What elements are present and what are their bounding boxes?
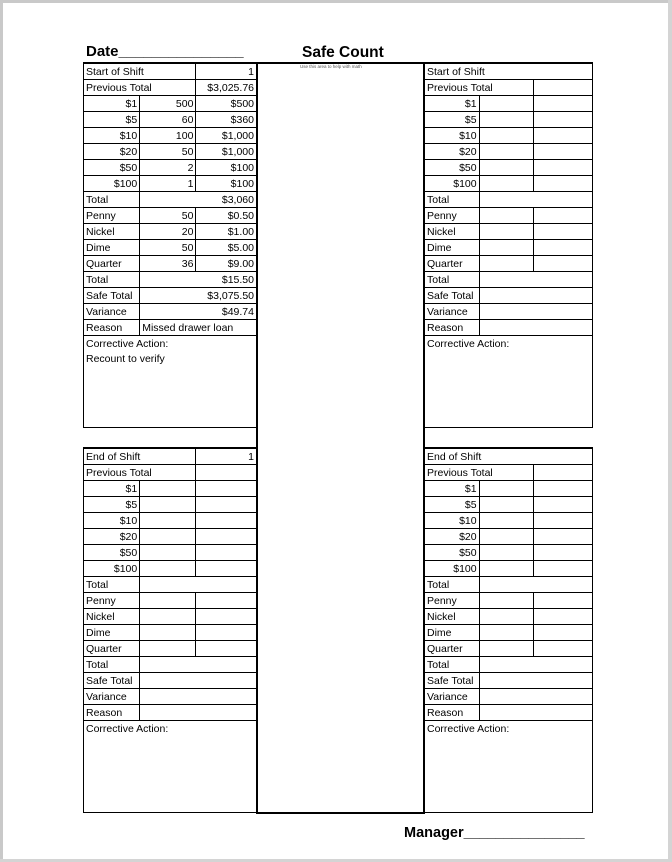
coin-count[interactable]	[140, 641, 196, 657]
safe-total-label: Safe Total	[425, 288, 480, 304]
previous-total-label: Previous Total	[84, 80, 196, 96]
bill-amount[interactable]	[534, 481, 593, 497]
bill-label: $50	[84, 160, 140, 176]
previous-total-label: Previous Total	[84, 465, 196, 481]
previous-total-value[interactable]	[196, 465, 257, 481]
corrective-action-box[interactable]	[84, 721, 257, 813]
coin-amount[interactable]	[196, 609, 257, 625]
bill-label: $1	[84, 96, 140, 112]
corrective-action-label: Corrective Action:	[86, 338, 169, 350]
end-shift-left-table	[83, 447, 257, 813]
bill-amount[interactable]	[534, 160, 593, 176]
bill-label: $1	[425, 96, 480, 112]
bill-total-value[interactable]	[479, 192, 592, 208]
end-shift-number[interactable]: 1	[196, 448, 257, 465]
bill-label: $20	[84, 529, 140, 545]
coin-amount[interactable]	[534, 208, 593, 224]
bill-amount[interactable]	[196, 545, 257, 561]
math-area-hint: Use this area to help with math	[300, 64, 362, 69]
bill-count[interactable]	[140, 481, 196, 497]
corrective-action-note: Recount to verify	[86, 353, 165, 365]
end-shift-label: End of Shift	[425, 448, 593, 465]
coin-count[interactable]	[479, 256, 534, 272]
bill-count[interactable]	[479, 160, 534, 176]
coin-label: Dime	[84, 625, 140, 641]
safe-total-value[interactable]: $3,075.50	[140, 288, 257, 304]
bill-label: $5	[84, 112, 140, 128]
bill-label: $20	[425, 144, 480, 160]
bill-count[interactable]	[479, 529, 534, 545]
bill-count[interactable]	[479, 481, 534, 497]
frame-right	[668, 0, 672, 862]
bill-count[interactable]	[140, 561, 196, 577]
coin-amount[interactable]	[534, 641, 593, 657]
coin-amount[interactable]: $5.00	[196, 240, 257, 256]
coin-label: Nickel	[84, 224, 140, 240]
bill-amount[interactable]	[196, 561, 257, 577]
bill-amount[interactable]	[534, 529, 593, 545]
start-shift-label: Start of Shift	[425, 63, 593, 80]
corrective-action-box[interactable]	[425, 721, 593, 813]
previous-total-label: Previous Total	[425, 80, 534, 96]
bill-label: $100	[425, 561, 480, 577]
bill-amount[interactable]: $1,000	[196, 144, 257, 160]
variance-value[interactable]	[479, 689, 592, 705]
reason-label: Reason	[425, 320, 480, 336]
bill-count[interactable]	[140, 497, 196, 513]
bill-total-value[interactable]	[479, 577, 592, 593]
bill-label: $10	[425, 513, 480, 529]
start-shift-number[interactable]: 1	[196, 63, 257, 80]
coin-total-label: Total	[84, 272, 140, 288]
start-shift-left-table	[83, 62, 257, 428]
coin-label: Quarter	[425, 256, 480, 272]
bill-label: $10	[84, 128, 140, 144]
variance-label: Variance	[425, 304, 480, 320]
coin-label: Dime	[425, 625, 480, 641]
coin-label: Penny	[84, 208, 140, 224]
coin-label: Quarter	[84, 256, 140, 272]
coin-count[interactable]	[140, 593, 196, 609]
bill-amount[interactable]	[534, 128, 593, 144]
reason-label: Reason	[425, 705, 480, 721]
bill-amount[interactable]	[534, 561, 593, 577]
variance-label: Variance	[84, 304, 140, 320]
coin-amount[interactable]	[534, 593, 593, 609]
coin-amount[interactable]	[196, 625, 257, 641]
date-label: Date	[86, 43, 119, 60]
bill-label: $50	[84, 545, 140, 561]
coin-count[interactable]	[479, 625, 534, 641]
corrective-action-label: Corrective Action:	[86, 723, 169, 735]
bill-count[interactable]: 2	[140, 160, 196, 176]
bill-amount[interactable]	[196, 497, 257, 513]
coin-label: Penny	[425, 208, 480, 224]
bill-amount[interactable]	[534, 513, 593, 529]
variance-value[interactable]	[479, 304, 592, 320]
bill-label: $1	[425, 481, 480, 497]
bill-count[interactable]	[479, 128, 534, 144]
coin-total-value[interactable]	[140, 657, 257, 673]
bill-count[interactable]	[479, 545, 534, 561]
bill-label: $20	[425, 529, 480, 545]
bill-count[interactable]	[140, 513, 196, 529]
bill-count[interactable]: 60	[140, 112, 196, 128]
coin-count[interactable]: 50	[140, 208, 196, 224]
bill-count[interactable]	[479, 112, 534, 128]
bill-count[interactable]	[140, 545, 196, 561]
bill-count[interactable]	[479, 497, 534, 513]
bill-count[interactable]	[479, 144, 534, 160]
previous-total-value[interactable]	[534, 80, 593, 96]
bill-label: $5	[425, 497, 480, 513]
bill-label: $50	[425, 160, 480, 176]
bill-total-label: Total	[84, 577, 140, 593]
coin-label: Penny	[84, 593, 140, 609]
bill-total-label: Total	[425, 577, 480, 593]
reason-value[interactable]: Missed drawer loan	[140, 320, 257, 336]
safe-total-value[interactable]	[479, 673, 592, 689]
variance-value[interactable]	[140, 689, 257, 705]
corrective-action-box[interactable]	[425, 336, 593, 428]
coin-count[interactable]: 20	[140, 224, 196, 240]
coin-amount[interactable]: $9.00	[196, 256, 257, 272]
coin-label: Quarter	[425, 641, 480, 657]
bill-count[interactable]	[479, 561, 534, 577]
coin-total-value[interactable]	[479, 272, 592, 288]
safe-total-label: Safe Total	[84, 288, 140, 304]
coin-amount[interactable]	[534, 240, 593, 256]
manager-blank: _______________	[463, 825, 585, 841]
bill-amount[interactable]	[534, 96, 593, 112]
coin-total-label: Total	[425, 272, 480, 288]
bill-count[interactable]: 500	[140, 96, 196, 112]
coin-label: Nickel	[425, 224, 480, 240]
corrective-action-label: Corrective Action:	[427, 338, 510, 350]
end-shift-right-table	[424, 447, 593, 813]
bill-label: $20	[84, 144, 140, 160]
coin-amount[interactable]	[534, 256, 593, 272]
coin-amount[interactable]	[534, 609, 593, 625]
coin-count[interactable]	[479, 593, 534, 609]
coin-amount[interactable]: $0.50	[196, 208, 257, 224]
coin-total-value[interactable]: $15.50	[140, 272, 257, 288]
start-shift-label: Start of Shift	[84, 63, 196, 80]
coin-label: Nickel	[425, 609, 480, 625]
bill-amount[interactable]: $1,000	[196, 128, 257, 144]
bill-amount[interactable]	[534, 176, 593, 192]
bill-amount[interactable]: $500	[196, 96, 257, 112]
bill-label: $100	[84, 176, 140, 192]
variance-value[interactable]: $49.74	[140, 304, 257, 320]
coin-total-label: Total	[425, 657, 480, 673]
bill-total-value[interactable]: $3,060	[140, 192, 257, 208]
bill-label: $1	[84, 481, 140, 497]
coin-amount[interactable]	[196, 641, 257, 657]
bill-label: $10	[84, 513, 140, 529]
coin-label: Dime	[84, 240, 140, 256]
bill-total-value[interactable]	[140, 577, 257, 593]
bill-count[interactable]	[479, 513, 534, 529]
safe-total-label: Safe Total	[425, 673, 480, 689]
math-scratch-area[interactable]	[257, 62, 423, 814]
previous-total-label: Previous Total	[425, 465, 534, 481]
safe-total-label: Safe Total	[84, 673, 140, 689]
start-shift-right-table	[424, 62, 593, 428]
bill-label: $10	[425, 128, 480, 144]
corrective-action-box[interactable]	[84, 336, 257, 428]
safe-total-value[interactable]	[479, 288, 592, 304]
variance-label: Variance	[84, 689, 140, 705]
bill-count[interactable]: 50	[140, 144, 196, 160]
corrective-action-label: Corrective Action:	[427, 723, 510, 735]
safe-total-value[interactable]	[140, 673, 257, 689]
bill-count[interactable]: 100	[140, 128, 196, 144]
bill-count[interactable]	[479, 96, 534, 112]
bill-count[interactable]	[479, 176, 534, 192]
reason-value[interactable]	[479, 320, 592, 336]
bill-amount[interactable]	[196, 481, 257, 497]
coin-count[interactable]	[140, 625, 196, 641]
coin-count[interactable]	[479, 609, 534, 625]
end-shift-label: End of Shift	[84, 448, 196, 465]
bill-label: $5	[425, 112, 480, 128]
manager-label: Manager	[404, 825, 464, 841]
coin-label: Penny	[425, 593, 480, 609]
bill-total-label: Total	[425, 192, 480, 208]
manager-field[interactable]	[404, 825, 585, 841]
coin-total-value[interactable]	[479, 657, 592, 673]
coin-amount[interactable]	[196, 593, 257, 609]
coin-amount[interactable]: $1.00	[196, 224, 257, 240]
reason-value[interactable]	[479, 705, 592, 721]
previous-total-value[interactable]	[534, 465, 593, 481]
bill-amount[interactable]	[196, 529, 257, 545]
bill-label: $50	[425, 545, 480, 561]
date-blank: _______________	[118, 43, 244, 60]
bill-amount[interactable]: $360	[196, 112, 257, 128]
bill-label: $100	[84, 561, 140, 577]
coin-count[interactable]	[479, 641, 534, 657]
page-title: Safe Count	[302, 44, 384, 61]
bill-amount[interactable]	[534, 545, 593, 561]
coin-count[interactable]: 50	[140, 240, 196, 256]
coin-count[interactable]	[479, 224, 534, 240]
coin-amount[interactable]	[534, 625, 593, 641]
bill-total-label: Total	[84, 192, 140, 208]
bill-count[interactable]: 1	[140, 176, 196, 192]
bill-amount[interactable]	[534, 497, 593, 513]
coin-label: Dime	[425, 240, 480, 256]
coin-total-label: Total	[84, 657, 140, 673]
frame-top	[0, 0, 672, 3]
coin-label: Nickel	[84, 609, 140, 625]
reason-value[interactable]	[140, 705, 257, 721]
coin-count[interactable]	[479, 208, 534, 224]
reason-label: Reason	[84, 320, 140, 336]
frame-left	[0, 0, 3, 862]
bill-amount[interactable]	[534, 144, 593, 160]
coin-count[interactable]	[140, 609, 196, 625]
bill-count[interactable]	[140, 529, 196, 545]
coin-count[interactable]	[479, 240, 534, 256]
coin-amount[interactable]	[534, 224, 593, 240]
variance-label: Variance	[425, 689, 480, 705]
bill-amount[interactable]: $100	[196, 176, 257, 192]
coin-count[interactable]: 36	[140, 256, 196, 272]
bill-amount[interactable]	[534, 112, 593, 128]
bill-label: $5	[84, 497, 140, 513]
bill-label: $100	[425, 176, 480, 192]
coin-label: Quarter	[84, 641, 140, 657]
date-field[interactable]	[86, 43, 244, 60]
reason-label: Reason	[84, 705, 140, 721]
bill-amount[interactable]: $100	[196, 160, 257, 176]
bill-amount[interactable]	[196, 513, 257, 529]
previous-total-value[interactable]: $3,025.76	[196, 80, 257, 96]
